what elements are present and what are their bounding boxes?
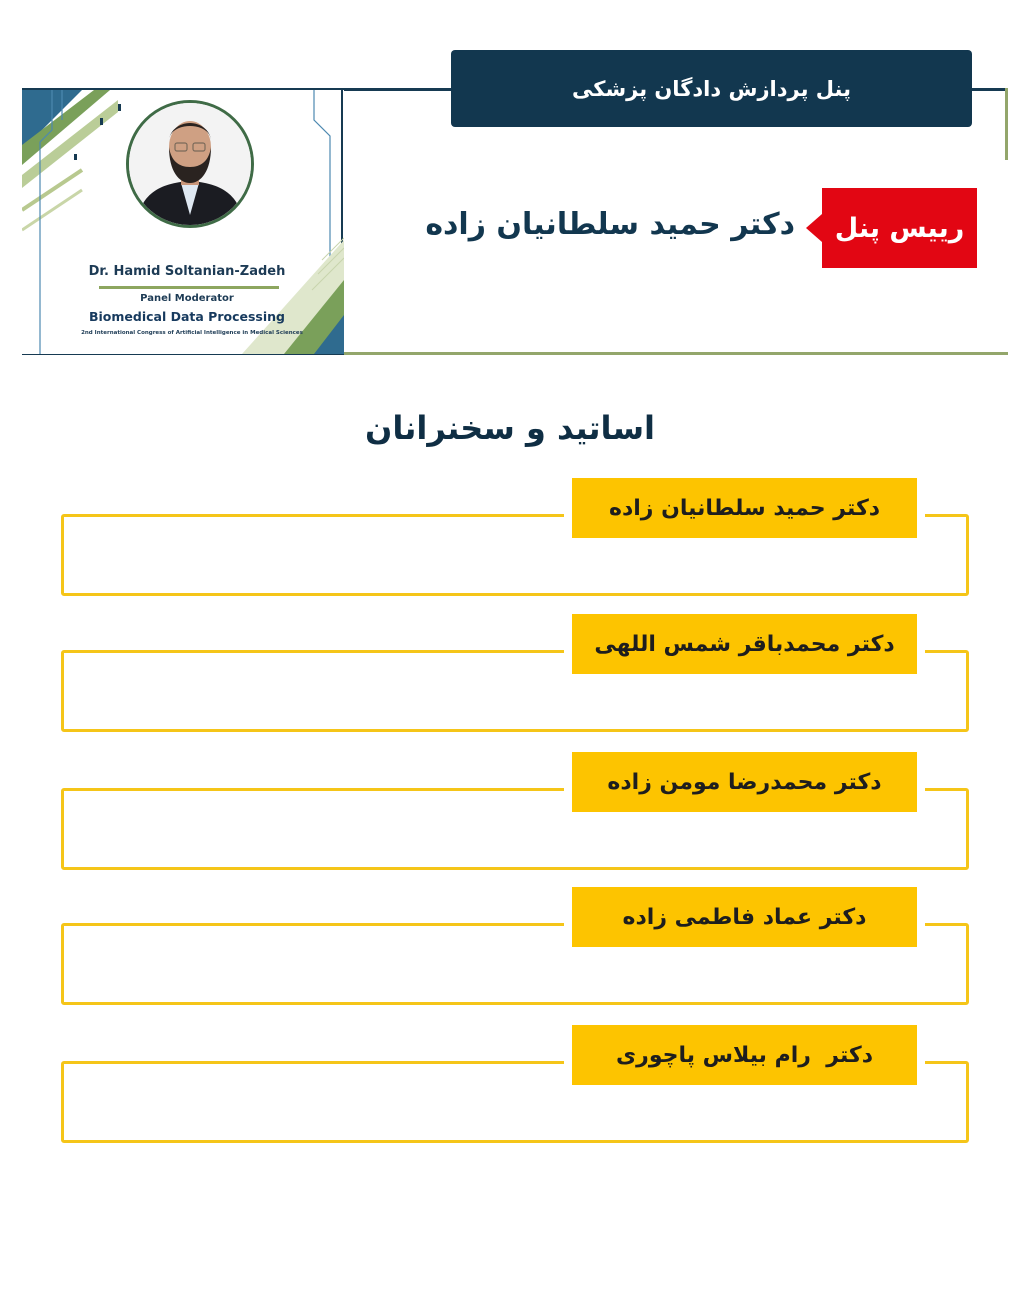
moderator-name: دکتر حمید سلطانیان زاده — [425, 207, 795, 242]
header-frame-right-edge — [1005, 88, 1008, 160]
speaker-name: دکتر محمدباقر شمس اللهی — [594, 631, 895, 657]
speaker-name-tab — [572, 1025, 917, 1085]
card-congress: 2nd International Congress of Artificial Intelligence in Medical Sciences — [81, 330, 303, 336]
header-frame-bottom-accent — [344, 352, 1008, 355]
moderator-badge — [822, 188, 977, 268]
card-role: Panel Moderator — [140, 293, 234, 304]
speaker-name-tab — [572, 614, 917, 674]
speaker-name: دکتر محمدرضا مومن زاده — [607, 769, 882, 795]
moderator-card — [22, 90, 344, 354]
panel-title: پنل پردازش دادگان پزشکی — [572, 76, 851, 101]
moderator-portrait — [126, 100, 254, 228]
card-topic: Biomedical Data Processing — [88, 309, 285, 324]
panel-title-bar — [451, 50, 972, 127]
person-photo — [129, 103, 251, 225]
speaker-name: دکتر عماد فاطمی زاده — [622, 904, 867, 930]
speaker-name-tab — [572, 887, 917, 947]
speaker-name-tab — [572, 752, 917, 812]
moderator-badge-pointer — [806, 214, 822, 242]
card-moderator-name: Dr. Hamid Soltanian-Zadeh — [88, 264, 286, 279]
speakers-heading: اساتید و سخنرانان — [365, 409, 655, 447]
speaker-name-tab — [572, 478, 917, 538]
moderator-badge-label: رییس پنل — [834, 212, 965, 244]
speaker-name: دکتر رام بیلاس پاچوری — [615, 1042, 874, 1068]
speaker-name: دکتر حمید سلطانیان زاده — [608, 495, 881, 521]
card-divider — [99, 286, 279, 289]
